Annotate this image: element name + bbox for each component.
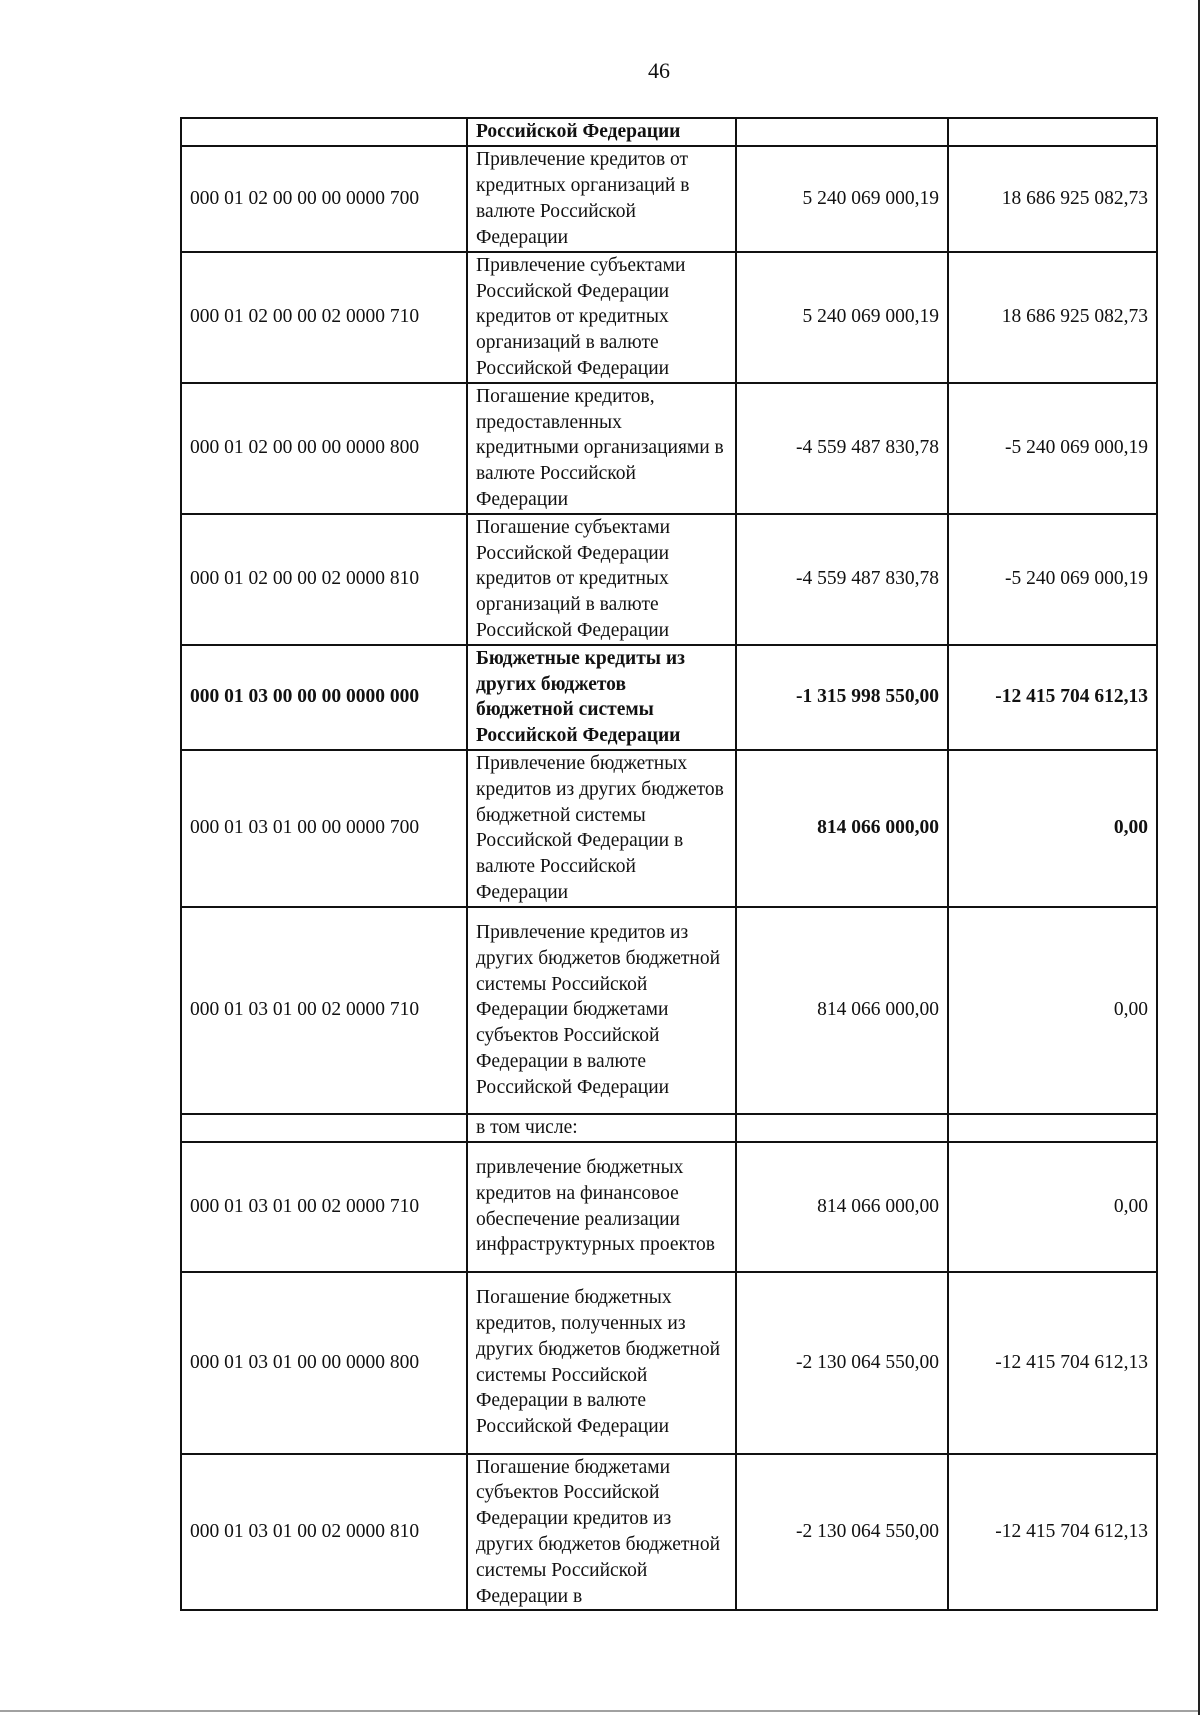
budget-code: 000 01 02 00 00 02 0000 810 [181,514,467,645]
value-column-1 [736,1114,948,1142]
value-column-1 [736,118,948,146]
value-column-2: 18 686 925 082,73 [948,252,1157,383]
value-column-2: 0,00 [948,750,1157,907]
budget-code: 000 01 02 00 00 00 0000 700 [181,146,467,252]
scan-edge-bottom [0,1710,1198,1712]
value-column-1: 5 240 069 000,19 [736,252,948,383]
budget-code: 000 01 03 01 00 00 0000 800 [181,1272,467,1454]
row-name: Привлечение субъектами Российской Федерации кредитов от кредитных организаций в валюте Российской Федерации [467,252,736,383]
row-name: Привлечение кредитов из других бюджетов бюджетной системы Российской Федерации бюджетами субъектов Российской Федерации в валюте Российской Федерации [467,907,736,1114]
value-column-1: 814 066 000,00 [736,1142,948,1272]
value-column-2: -5 240 069 000,19 [948,514,1157,645]
value-column-2: 18 686 925 082,73 [948,146,1157,252]
table-row [181,118,1157,146]
table-row [181,1272,1157,1454]
table-row [181,1454,1157,1611]
budget-table [180,117,1158,1611]
table-row [181,907,1157,1114]
budget-code [181,1114,467,1142]
table-row-section [181,645,1157,750]
row-name: в том числе: [467,1114,736,1142]
value-column-2 [948,118,1157,146]
value-column-2: -12 415 704 612,13 [948,645,1157,750]
budget-code: 000 01 03 01 00 02 0000 810 [181,1454,467,1611]
value-column-2: -12 415 704 612,13 [948,1272,1157,1454]
value-column-1: -2 130 064 550,00 [736,1272,948,1454]
budget-code: 000 01 03 01 00 02 0000 710 [181,907,467,1114]
value-column-2: 0,00 [948,907,1157,1114]
budget-code [181,118,467,146]
table-row [181,750,1157,907]
row-name: привлечение бюджетных кредитов на финансовое обеспечение реализации инфраструктурных проектов [467,1142,736,1272]
row-name: Российской Федерации [467,118,736,146]
budget-code: 000 01 03 01 00 00 0000 700 [181,750,467,907]
row-name: Погашение бюджетных кредитов, полученных из других бюджетов бюджетной системы Российской Федерации в валюте Российской Федерации [467,1272,736,1454]
value-column-1: 814 066 000,00 [736,907,948,1114]
value-column-1: -2 130 064 550,00 [736,1454,948,1611]
value-column-1: -4 559 487 830,78 [736,383,948,514]
value-column-2: 0,00 [948,1142,1157,1272]
row-name: Погашение бюджетами субъектов Российской Федерации кредитов из других бюджетов бюджетной системы Российской Федерации в [467,1454,736,1611]
value-column-2: -5 240 069 000,19 [948,383,1157,514]
budget-code: 000 01 03 00 00 00 0000 000 [181,645,467,750]
budget-code: 000 01 02 00 00 02 0000 710 [181,252,467,383]
value-column-1: -4 559 487 830,78 [736,514,948,645]
page-number: 46 [648,58,670,83]
row-name: Погашение субъектами Российской Федерации кредитов от кредитных организаций в валюте Российской Федерации [467,514,736,645]
budget-code: 000 01 02 00 00 00 0000 800 [181,383,467,514]
row-name: Погашение кредитов, предоставленных кредитными организациями в валюте Российской Федерации [467,383,736,514]
value-column-2: -12 415 704 612,13 [948,1454,1157,1611]
table-row [181,252,1157,383]
table-row [181,1142,1157,1272]
value-column-1: 814 066 000,00 [736,750,948,907]
value-column-1: 5 240 069 000,19 [736,146,948,252]
row-name: Привлечение кредитов от кредитных организаций в валюте Российской Федерации [467,146,736,252]
budget-code: 000 01 03 01 00 02 0000 710 [181,1142,467,1272]
row-name: Бюджетные кредиты из других бюджетов бюджетной системы Российской Федерации [467,645,736,750]
value-column-1: -1 315 998 550,00 [736,645,948,750]
table-row [181,383,1157,514]
table-row [181,1114,1157,1142]
table-row [181,514,1157,645]
table-row [181,146,1157,252]
row-name: Привлечение бюджетных кредитов из других бюджетов бюджетной системы Российской Федерации в валюте Российской Федерации [467,750,736,907]
value-column-2 [948,1114,1157,1142]
